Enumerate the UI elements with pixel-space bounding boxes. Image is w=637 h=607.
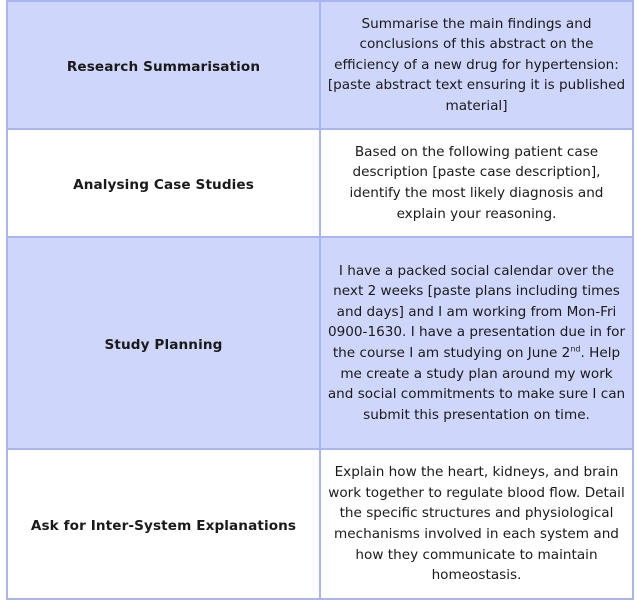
row-label: Research Summarisation (66, 58, 261, 75)
row-prompt: Summarise the main findings and conclusions of this abstract on the efficiency of a new drug for hypertension: [paste abstract text ensuring it is published material] (327, 15, 626, 114)
row-label-cell (7, 1, 320, 129)
row-label: Study Planning (104, 336, 223, 353)
table-row-analysing-case-studies (7, 129, 633, 237)
prompt-examples-table (6, 0, 634, 600)
prompt-text-part-2: . Help me create a study plan around my work and social commitments to make sure I can submit this presentation on time. (327, 345, 626, 423)
row-prompt-cell (320, 237, 633, 449)
row-prompt-cell (320, 449, 633, 599)
row-prompt-cell (320, 1, 633, 129)
row-label-cell (7, 129, 320, 237)
table-row-research-summarisation (7, 1, 633, 129)
row-label-cell (7, 449, 320, 599)
row-label-cell (7, 237, 320, 449)
row-prompt (321, 261, 632, 426)
row-prompt: Based on the following patient case description [paste case description], identify the most likely diagnosis and explain your reasoning. (349, 143, 604, 222)
table-row-inter-system-explanations (7, 449, 633, 599)
row-prompt: Explain how the heart, kidneys, and brain work together to regulate blood flow. Detail the specific structures and physiological mechanisms involved in each system and how they communicate to maintain homeostasis. (328, 464, 625, 584)
prompt-text-part-1: I have a packed social calendar over the next 2 weeks [paste plans including times and days] and I am working from Mon-Fri 0900-1630. I have a presentation due in for the course I am studying on June 2 (327, 262, 626, 361)
row-label: Analysing Case Studies (73, 176, 254, 193)
table-row-study-planning (7, 237, 633, 449)
row-label: Ask for Inter-System Explanations (30, 517, 297, 534)
row-prompt-cell (320, 129, 633, 237)
ordinal-suffix: nd (570, 344, 581, 354)
